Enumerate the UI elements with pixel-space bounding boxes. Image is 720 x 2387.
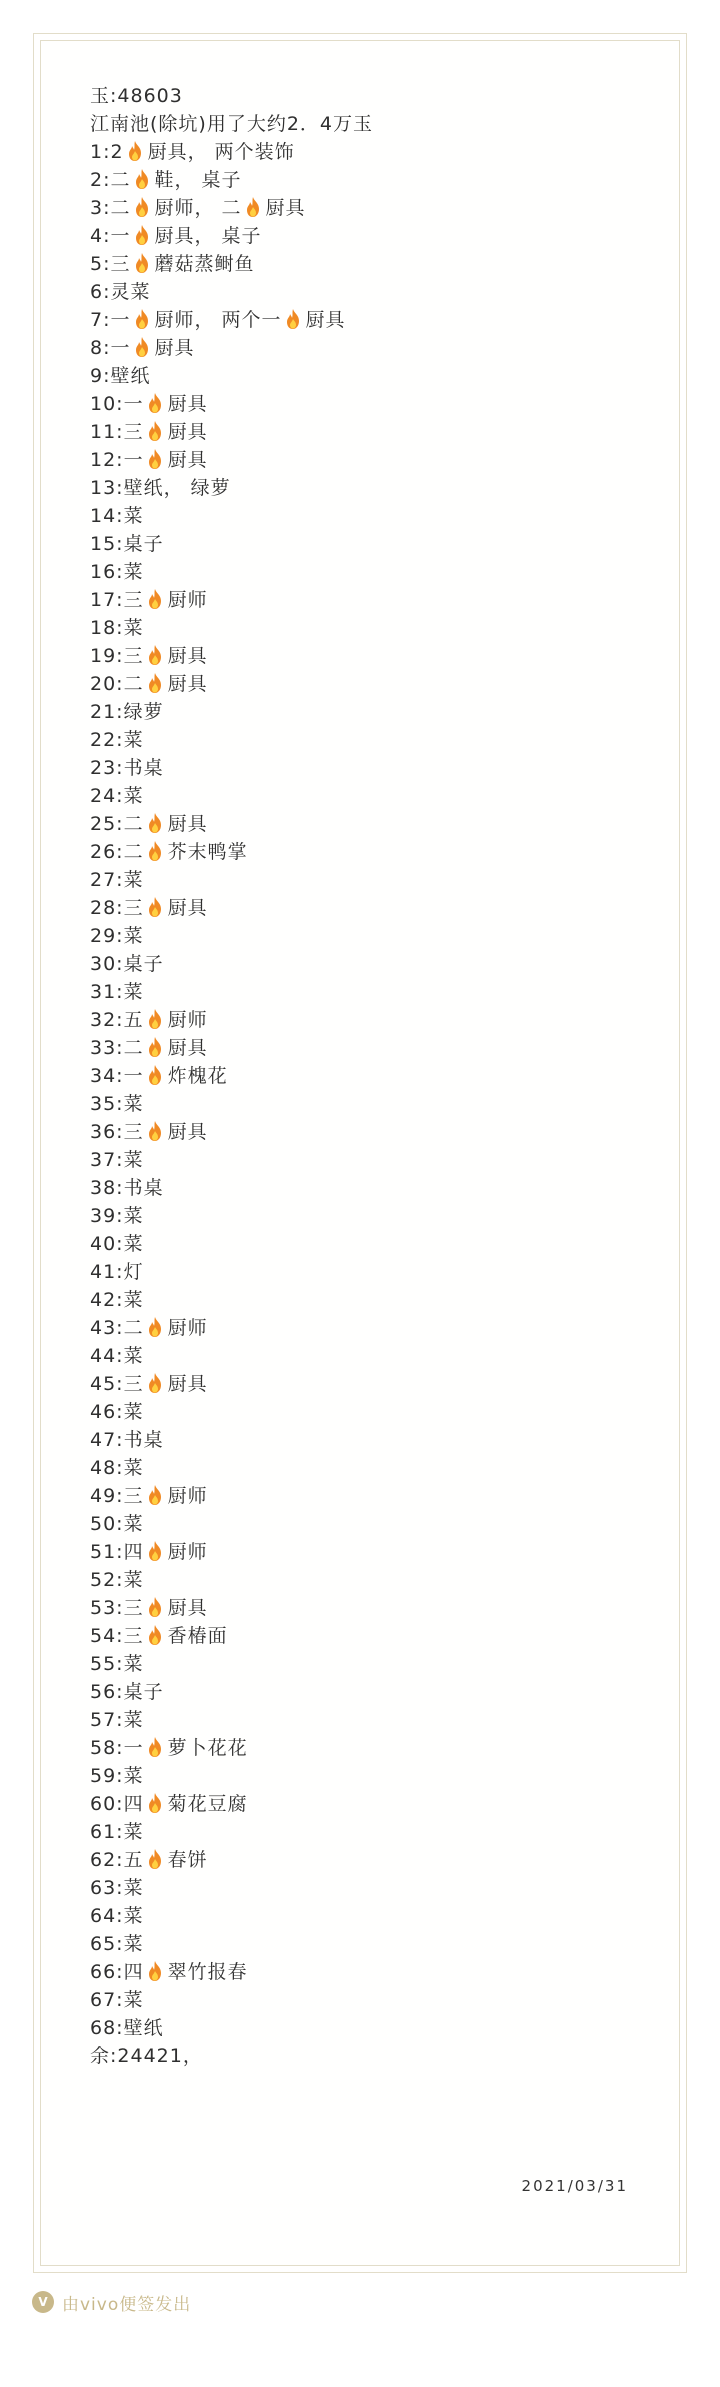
note-line-text: 厨具 [167,645,208,667]
fire-icon [146,1792,164,1814]
note-line [90,1986,650,2014]
note-line [90,194,650,222]
fire-icon [146,1036,164,1058]
note-line-text: 厨具 [167,393,208,415]
note-line-text: 51:四 [90,1541,144,1563]
note-line-text: 7:一 [90,309,131,331]
note-line [90,1762,650,1790]
fire-icon [146,1064,164,1086]
note-line-text: 16:菜 [90,561,144,583]
note-line-text: 菊花豆腐 [167,1793,248,1815]
note-line-text: 厨具， 两个装饰 [147,141,295,163]
note-line [90,1454,650,1482]
fire-icon [244,196,262,218]
note-line [90,614,650,642]
note-line [90,502,650,530]
note-line-text: 春饼 [167,1849,208,1871]
note-line-text: 64:菜 [90,1905,144,1927]
fire-icon [133,168,151,190]
note-body[interactable] [90,82,650,2070]
note-line [90,1342,650,1370]
note-line-text: 厨具 [265,197,306,219]
note-line-text: 32:五 [90,1009,144,1031]
note-line [90,1678,650,1706]
footer-text: 由vivo便签发出 [62,2294,192,2315]
note-line [90,1370,650,1398]
vivo-logo-icon: V [32,2291,54,2313]
note-line-text: 49:三 [90,1485,144,1507]
note-line [90,306,650,334]
note-line-text: 42:菜 [90,1289,144,1311]
note-line-text: 29:菜 [90,925,144,947]
note-line-text: 20:二 [90,673,144,695]
fire-icon [146,840,164,862]
note-line-text: 5:三 [90,253,131,275]
note-line-text: 厨具 [167,673,208,695]
note-line-text: 厨具 [167,449,208,471]
note-line-text: 厨具 [167,813,208,835]
note-line-text: 香椿面 [167,1625,228,1647]
note-line [90,278,650,306]
fire-icon [146,588,164,610]
note-line-text: 余:24421， [90,2045,203,2067]
note-line [90,1594,650,1622]
fire-icon [133,196,151,218]
fire-icon [146,1484,164,1506]
note-line [90,1734,650,1762]
fire-icon [146,896,164,918]
note-line-text: 12:一 [90,449,144,471]
fire-icon [284,308,302,330]
note-line [90,1790,650,1818]
note-line-text: 24:菜 [90,785,144,807]
note-line [90,1258,650,1286]
note-line [90,1006,650,1034]
note-line-text: 35:菜 [90,1093,144,1115]
note-line [90,138,650,166]
note-line-text: 19:三 [90,645,144,667]
note-line-text: 63:菜 [90,1877,144,1899]
note-line-text: 47:书桌 [90,1429,164,1451]
fire-icon [146,392,164,414]
note-line [90,810,650,838]
fire-icon [146,672,164,694]
note-line-text: 厨具， 桌子 [154,225,262,247]
note-line [90,334,650,362]
note-line [90,474,650,502]
note-line [90,110,650,138]
fire-icon [146,420,164,442]
note-line-text: 1:2 [90,141,124,163]
note-line [90,586,650,614]
note-line-text: 厨师， 两个一 [154,309,282,331]
note-line [90,1622,650,1650]
note-line [90,1706,650,1734]
note-line-text: 55:菜 [90,1653,144,1675]
note-line-text: 玉:48603 [90,85,183,107]
note-line-text: 厨具 [167,1037,208,1059]
note-line-text: 34:一 [90,1065,144,1087]
note-line [90,1930,650,1958]
note-line [90,1202,650,1230]
fire-icon [126,140,144,162]
note-line-text: 62:五 [90,1849,144,1871]
note-line [90,2042,650,2070]
note-line-text: 25:二 [90,813,144,835]
note-line [90,530,650,558]
note-line [90,1538,650,1566]
note-line-text: 厨具 [167,421,208,443]
note-line-text: 41:灯 [90,1261,144,1283]
note-line-text: 3:二 [90,197,131,219]
note-line [90,1314,650,1342]
note-line [90,838,650,866]
note-line [90,418,650,446]
note-line-text: 厨师 [167,1009,208,1031]
note-line-text: 66:四 [90,1961,144,1983]
note-line [90,866,650,894]
note-line-text: 39:菜 [90,1205,144,1227]
note-line-text: 4:一 [90,225,131,247]
note-line-text: 13:壁纸， 绿萝 [90,477,231,499]
fire-icon [146,1316,164,1338]
note-line-text: 厨具 [167,1597,208,1619]
note-line [90,1398,650,1426]
note-line-text: 2:二 [90,169,131,191]
fire-icon [146,812,164,834]
note-line-text: 厨具 [167,1121,208,1143]
note-line-text: 17:三 [90,589,144,611]
note-line-text: 21:绿萝 [90,701,164,723]
note-line [90,1286,650,1314]
note-line [90,1874,650,1902]
fire-icon [146,644,164,666]
note-line-text: 11:三 [90,421,144,443]
note-line-text: 48:菜 [90,1457,144,1479]
note-line-text: 厨师 [167,1485,208,1507]
note-line [90,390,650,418]
note-line [90,82,650,110]
fire-icon [133,336,151,358]
note-line [90,1034,650,1062]
note-line-text: 68:壁纸 [90,2017,164,2039]
fire-icon [146,1848,164,1870]
note-line [90,1902,650,1930]
note-line-text: 38:书桌 [90,1177,164,1199]
note-line-text: 15:桌子 [90,533,164,555]
note-line-text: 厨具 [154,337,195,359]
note-line-text: 10:一 [90,393,144,415]
note-line-text: 40:菜 [90,1233,144,1255]
note-line-text: 萝卜花花 [167,1737,248,1759]
note-line-text: 26:二 [90,841,144,863]
note-line-text: 9:壁纸 [90,365,151,387]
note-line-text: 8:一 [90,337,131,359]
note-line-text: 50:菜 [90,1513,144,1535]
note-line [90,1426,650,1454]
note-line [90,1846,650,1874]
fire-icon [146,1372,164,1394]
note-line [90,698,650,726]
note-line-text: 鞋， 桌子 [154,169,242,191]
note-line [90,1118,650,1146]
note-line-text: 厨具 [305,309,346,331]
note-line [90,1650,650,1678]
note-line-text: 厨具 [167,897,208,919]
note-line [90,642,650,670]
fire-icon [133,224,151,246]
note-line [90,1566,650,1594]
fire-icon [146,1008,164,1030]
note-line [90,2014,650,2042]
note-line-text: 43:二 [90,1317,144,1339]
note-date: 2021/03/31 [521,2177,628,2195]
note-line-text: 厨师 [167,1541,208,1563]
fire-icon [146,1120,164,1142]
note-line [90,894,650,922]
note-line-text: 54:三 [90,1625,144,1647]
note-line [90,1958,650,1986]
note-line [90,978,650,1006]
note-line [90,950,650,978]
fire-icon [146,1960,164,1982]
fire-icon [146,1540,164,1562]
note-line-text: 27:菜 [90,869,144,891]
note-line-text: 芥末鸭掌 [167,841,248,863]
note-line-text: 厨师 [167,1317,208,1339]
note-line-text: 67:菜 [90,1989,144,2011]
note-line [90,1230,650,1258]
note-line-text: 6:灵菜 [90,281,151,303]
note-line-text: 30:桌子 [90,953,164,975]
note-line-text: 59:菜 [90,1765,144,1787]
note-line [90,1146,650,1174]
note-line [90,222,650,250]
note-line-text: 厨具 [167,1373,208,1395]
note-line [90,250,650,278]
note-line-text: 厨师 [167,589,208,611]
note-line-text: 56:桌子 [90,1681,164,1703]
note-line-text: 58:一 [90,1737,144,1759]
note-line-text: 65:菜 [90,1933,144,1955]
note-line-text: 44:菜 [90,1345,144,1367]
note-line [90,726,650,754]
note-line-text: 33:二 [90,1037,144,1059]
note-line-text: 28:三 [90,897,144,919]
note-line-text: 14:菜 [90,505,144,527]
fire-icon [133,308,151,330]
footer [32,2290,191,2314]
note-line [90,558,650,586]
note-line-text: 61:菜 [90,1821,144,1843]
note-line [90,1818,650,1846]
note-line-text: 36:三 [90,1121,144,1143]
note-line-text: 53:三 [90,1597,144,1619]
note-line-text: 46:菜 [90,1401,144,1423]
note-line-text: 37:菜 [90,1149,144,1171]
note-line-text: 23:书桌 [90,757,164,779]
note-line [90,1510,650,1538]
note-line [90,166,650,194]
note-line [90,1174,650,1202]
note-line-text: 31:菜 [90,981,144,1003]
fire-icon [146,1736,164,1758]
note-line-text: 57:菜 [90,1709,144,1731]
note-line [90,782,650,810]
note-line-text: 45:三 [90,1373,144,1395]
fire-icon [146,1624,164,1646]
note-line-text: 60:四 [90,1793,144,1815]
fire-icon [133,252,151,274]
note-line-text: 22:菜 [90,729,144,751]
note-line [90,446,650,474]
note-line-text: 厨师， 二 [154,197,242,219]
fire-icon [146,448,164,470]
fire-icon [146,1596,164,1618]
note-line [90,670,650,698]
note-line [90,754,650,782]
note-line [90,1482,650,1510]
note-line-text: 蘑菇蒸鲥鱼 [154,253,255,275]
note-line-text: 炸槐花 [167,1065,228,1087]
note-line-text: 52:菜 [90,1569,144,1591]
note-line [90,1062,650,1090]
note-line-text: 江南池(除坑)用了大约2．4万玉 [90,113,374,135]
note-line-text: 翠竹报春 [167,1961,248,1983]
note-line [90,1090,650,1118]
note-line [90,922,650,950]
note-line-text: 18:菜 [90,617,144,639]
note-line [90,362,650,390]
